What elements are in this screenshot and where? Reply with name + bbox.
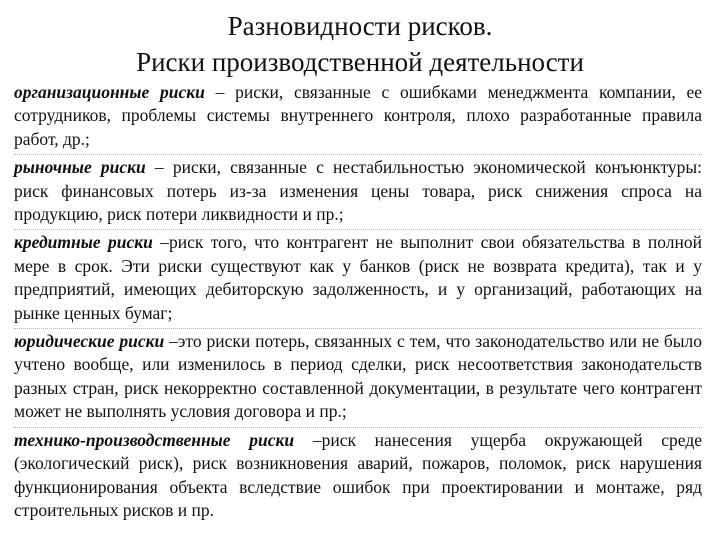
risk-description: –риск нанесения ущерба окружающей среде (экологический риск), риск возникновения аварий, пожаров, поломок, риск нарушения функционирования объекта вследствие ошибок при проектировании и монтаже, ряд строительных рисков и пр. <box>14 429 702 520</box>
risk-term: кредитные риски <box>14 232 153 253</box>
risk-description: – риски, связанные с ошибками менеджмента компании, ее сотрудников, проблемы системы внутреннего контроля, плохо разработанные правила работ, др.; <box>14 82 702 149</box>
risk-term: организационные риски <box>14 82 205 102</box>
risk-term: рыночные риски <box>14 157 146 178</box>
risk-list <box>14 80 702 525</box>
risk-term: юридические риски <box>14 331 165 352</box>
risk-item-credit <box>14 229 702 328</box>
risk-description: – риски, связанные с нестабильностью экономической конъюнктуры: риск финансовых потерь из-за изменения цены товара, риск снижения спроса на продукцию, риск потери ликвидности и пр.; <box>14 157 702 225</box>
risk-item-organizational <box>14 80 702 154</box>
risk-item-market <box>14 154 702 229</box>
risk-description: –это риски потерь, связанных с тем, что законодательство или не было учтено вообще, или изменилось в период сделки, риск несоответствия законодательств разных стран, риск некорректно составленной документации, в результате чего контрагент может не выполнять условия договора и пр.; <box>14 331 702 422</box>
slide-subtitle: Риски производственной деятельности <box>136 47 584 77</box>
risk-description: –риск того, что контрагент не выполнит свои обязательства в полной мере в срок. Эти риски существуют как у банков (риск не возврата кредита), так и у предприятий, имеющих дебиторскую задолженность, и у организаций, работающих на рынке ценных бумаг; <box>14 232 702 323</box>
slide-title: Разновидности рисков. <box>227 11 493 41</box>
risk-item-technical <box>14 427 702 526</box>
risk-term: технико-производственные риски <box>14 429 295 450</box>
risk-item-legal <box>14 328 702 427</box>
